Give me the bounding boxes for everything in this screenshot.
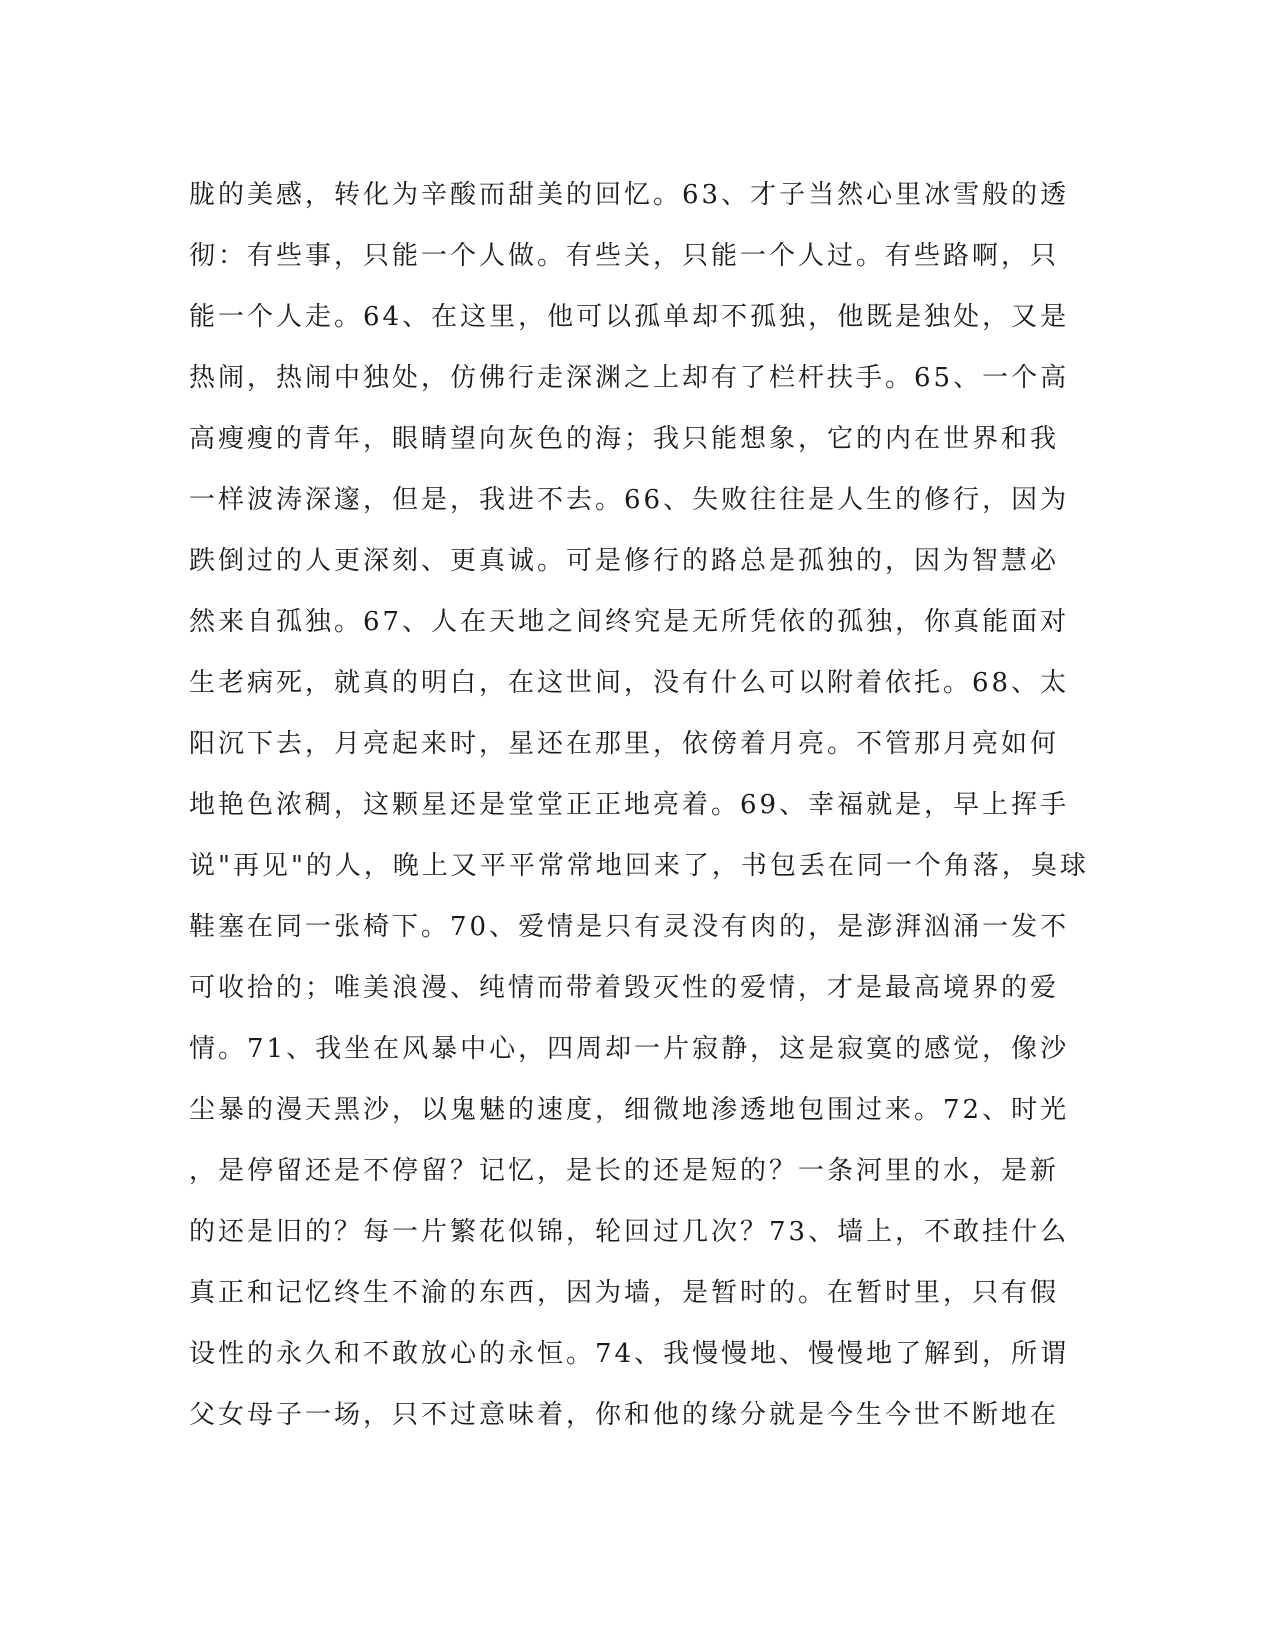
text-line: 说"再见"的人，晚上又平平常常地回来了，书包丢在同一个角落，臭球: [189, 851, 1089, 881]
text-line: 的还是旧的？每一片繁花似锦，轮回过几次？73、墙上，不敢挂什么: [189, 1217, 1070, 1247]
text-line: 设性的永久和不敢放心的永恒。74、我慢慢地、慢慢地了解到，所谓: [189, 1339, 1070, 1369]
text-line: 一样波涛深邃，但是，我进不去。66、失败往往是人生的修行，因为: [189, 485, 1070, 515]
text-line: 真正和记忆终生不渝的东西，因为墙，是暂时的。在暂时里，只有假: [189, 1278, 1060, 1308]
text-line: 父女母子一场，只不过意味着，你和他的缘分就是今生今世不断地在: [189, 1400, 1060, 1430]
text-line: 彻：有些事，只能一个人做。有些关，只能一个人过。有些路啊，只: [189, 241, 1060, 271]
text-line: 阳沉下去，月亮起来时，星还在那里，依傍着月亮。不管那月亮如何: [189, 729, 1060, 759]
text-line: 跌倒过的人更深刻、更真诚。可是修行的路总是孤独的，因为智慧必: [189, 546, 1060, 576]
text-line: 情。71、我坐在风暴中心，四周却一片寂静，这是寂寞的感觉，像沙: [189, 1034, 1070, 1064]
text-line: 然来自孤独。67、人在天地之间终究是无所凭依的孤独，你真能面对: [189, 607, 1070, 637]
text-line: 热闹，热闹中独处，仿佛行走深渊之上却有了栏杆扶手。65、一个高: [189, 363, 1070, 393]
text-line: 高瘦瘦的青年，眼睛望向灰色的海；我只能想象，它的内在世界和我: [189, 424, 1060, 454]
text-line: ，是停留还是不停留？记忆，是长的还是短的？一条河里的水，是新: [189, 1156, 1060, 1186]
text-line: 鞋塞在同一张椅下。70、爱情是只有灵没有肉的，是澎湃汹涌一发不: [189, 912, 1070, 942]
body-text: [189, 165, 1089, 1446]
text-line: 地艳色浓稠，这颗星还是堂堂正正地亮着。69、幸福就是，早上挥手: [189, 790, 1070, 820]
text-line: 可收拾的；唯美浪漫、纯情而带着毁灭性的爱情，才是最高境界的爱: [189, 973, 1060, 1003]
text-line: 胧的美感，转化为辛酸而甜美的回忆。63、才子当然心里冰雪般的透: [189, 180, 1070, 210]
text-line: 生老病死，就真的明白，在这世间，没有什么可以附着依托。68、太: [189, 668, 1070, 698]
text-line: 尘暴的漫天黑沙，以鬼魅的速度，细微地渗透地包围过来。72、时光: [189, 1095, 1070, 1125]
text-line: 能一个人走。64、在这里，他可以孤单却不孤独，他既是独处，又是: [189, 302, 1070, 332]
